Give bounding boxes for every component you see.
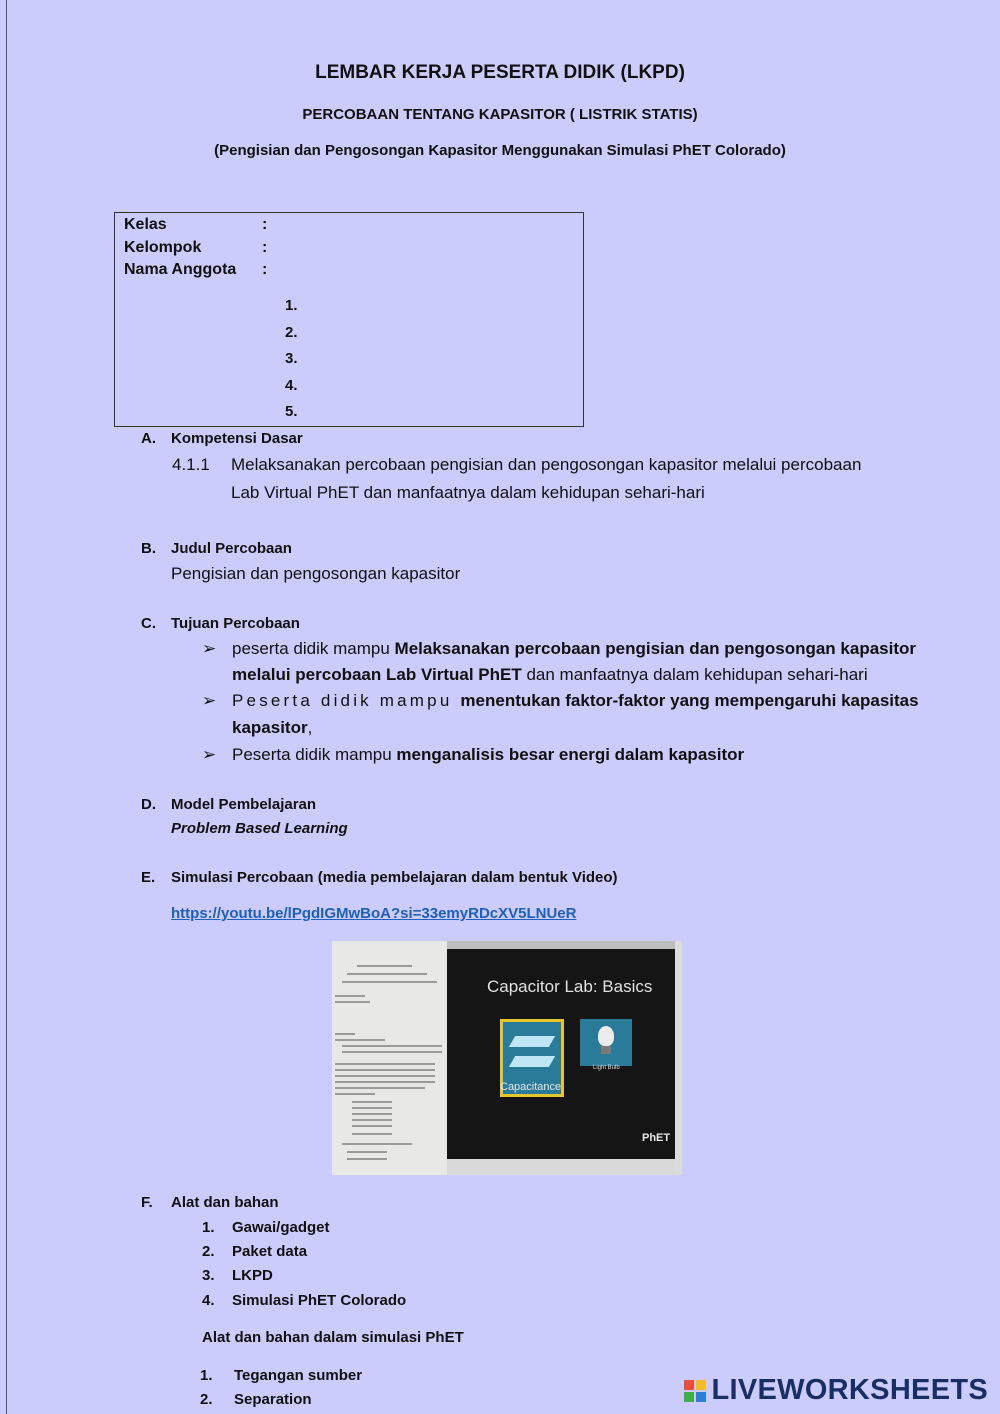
phet-screen xyxy=(447,949,675,1159)
arrow-bullet-icon: ➢ xyxy=(202,639,217,658)
page-subtitle: PERCOBAAN TENTANG KAPASITOR ( LISTRIK STATIS) xyxy=(302,106,698,123)
label-nama-anggota: Nama Anggota xyxy=(124,261,237,278)
member-number: 1. xyxy=(285,297,298,314)
identity-box xyxy=(114,212,584,427)
light-bulb-icon xyxy=(598,1026,614,1046)
section-a-title: Kompetensi Dasar xyxy=(171,430,303,447)
section-b-title: Judul Percobaan xyxy=(171,540,292,557)
light-bulb-label: Light Bulb xyxy=(593,1065,620,1071)
section-d-title: Model Pembelajaran xyxy=(171,796,317,813)
colon: : xyxy=(262,216,268,233)
model-text: Problem Based Learning xyxy=(171,820,348,837)
list-item: 1. Tegangan sumber xyxy=(200,1367,363,1384)
arrow-bullet-icon: ➢ xyxy=(202,745,217,764)
list-item: 2. Paket data xyxy=(202,1243,308,1260)
section-e-title: Simulasi Percobaan (media pembelajaran dalam bentuk Video) xyxy=(171,869,618,886)
tujuan-2-post: , xyxy=(307,718,313,737)
member-number: 3. xyxy=(285,350,298,367)
screen-title: Capacitor Lab: Basics xyxy=(487,977,653,996)
tujuan-3-bold: menganalisis besar energi dalam kapasitor xyxy=(396,745,745,764)
section-f-letter: F. xyxy=(141,1194,153,1211)
arrow-bullet-icon: ➢ xyxy=(202,691,217,710)
section-c-letter: C. xyxy=(141,615,156,632)
member-number: 4. xyxy=(285,377,298,394)
label-kelas: Kelas xyxy=(124,216,167,233)
liveworksheets-text: LIVEWORKSHEETS xyxy=(711,1374,988,1406)
page-title: LEMBAR KERJA PESERTA DIDIK (LKPD) xyxy=(315,62,685,83)
kd-text-line2: Lab Virtual PhET dan manfaatnya dalam kehidupan sehari-hari xyxy=(231,483,705,502)
member-number: 5. xyxy=(285,403,298,420)
tujuan-item-1-cont xyxy=(232,665,868,685)
label-kelompok: Kelompok xyxy=(124,239,202,256)
section-f-title: Alat dan bahan xyxy=(171,1194,279,1211)
phet-logo: PhET xyxy=(642,1132,671,1144)
tujuan-2-pre: Peserta didik mampu xyxy=(232,691,461,710)
section-b-letter: B. xyxy=(141,540,156,557)
tujuan-item-1 xyxy=(232,639,916,659)
judul-text: Pengisian dan pengosongan kapasitor xyxy=(171,564,461,583)
colon: : xyxy=(262,261,268,278)
list-item: 2. Separation xyxy=(200,1391,312,1408)
member-number: 2. xyxy=(285,324,298,341)
liveworksheets-icon xyxy=(684,1380,706,1402)
tujuan-2-bold2: kapasitor xyxy=(232,718,308,737)
section-c-title: Tujuan Percobaan xyxy=(171,615,300,632)
list-item: 1. Gawai/gadget xyxy=(202,1219,330,1236)
tujuan-1-bold: Melaksanakan percobaan pengisian dan pengosongan kapasitor xyxy=(394,639,917,658)
tujuan-1-bold2: melalui percobaan Lab Virtual PhET xyxy=(232,665,522,684)
video-link[interactable]: https://youtu.be/lPgdIGMwBoA?si=33emyRDcXV5LNUeR xyxy=(171,905,577,922)
tujuan-item-2-cont xyxy=(232,718,312,738)
worksheet-paper-photo xyxy=(332,941,447,1175)
list-item: 4. Simulasi PhET Colorado xyxy=(202,1292,407,1309)
list-item: 3. LKPD xyxy=(202,1267,273,1284)
screen-sidebar xyxy=(675,941,682,1175)
tujuan-2-bold: menentukan faktor-faktor yang mempengaruhi kapasitas xyxy=(460,691,919,710)
colon: : xyxy=(262,239,268,256)
kd-text-line1: Melaksanakan percobaan pengisian dan pengosongan kapasitor melalui percobaan xyxy=(231,455,862,474)
tujuan-item-2 xyxy=(232,691,919,711)
tujuan-item-3 xyxy=(232,745,744,765)
taskbar xyxy=(447,1159,675,1175)
section-a-letter: A. xyxy=(141,430,156,447)
tujuan-3-pre: Peserta didik mampu xyxy=(232,745,397,764)
tujuan-1-post: dan manfaatnya dalam kehidupan sehari-hari xyxy=(521,665,868,684)
tujuan-1-pre: peserta didik mampu xyxy=(232,639,395,658)
capacitance-label: Capacitance xyxy=(500,1081,562,1093)
liveworksheets-logo[interactable] xyxy=(712,1374,989,1407)
kd-code: 4.1.1 xyxy=(172,455,210,474)
section-d-letter: D. xyxy=(141,796,156,813)
page-subtitle-2: (Pengisian dan Pengosongan Kapasitor Menggunakan Simulasi PhET Colorado) xyxy=(214,142,786,159)
light-bulb-tile xyxy=(580,1019,632,1066)
section-e-letter: E. xyxy=(141,869,156,886)
page-left-border xyxy=(6,0,7,1414)
simulation-screenshot xyxy=(332,941,682,1175)
sim-tools-title: Alat dan bahan dalam simulasi PhET xyxy=(202,1329,464,1346)
